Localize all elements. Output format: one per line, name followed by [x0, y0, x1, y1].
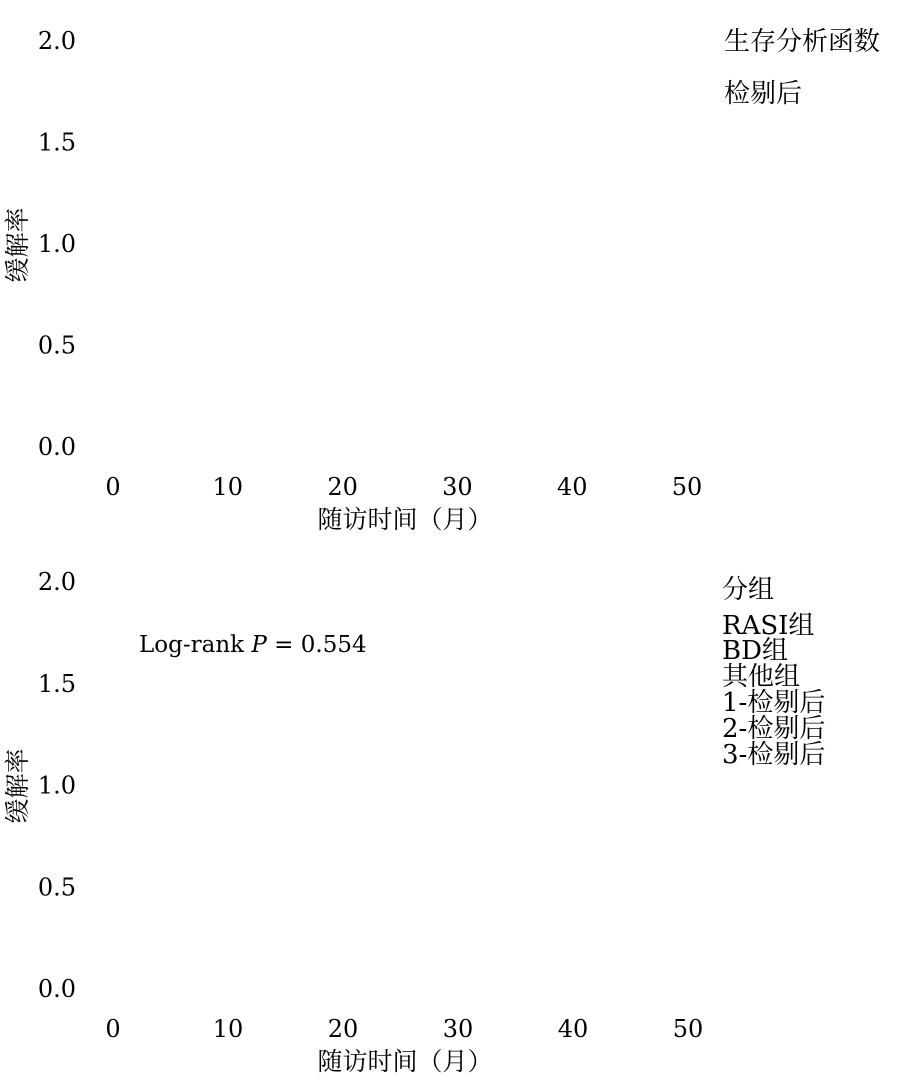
- x-tick-label: 0: [105, 473, 121, 501]
- chart-top: [3, 27, 880, 534]
- x-tick-label: 10: [212, 1015, 244, 1043]
- x-axis-label: 随访时间（月）: [317, 1047, 493, 1076]
- y-axis-label: 缓解率: [3, 207, 32, 283]
- legend-title: 生存分析函数: [724, 27, 881, 57]
- legend-item: 3-检剔后: [722, 740, 826, 770]
- y-tick-label: 0.5: [37, 873, 76, 902]
- legend-title: 分组: [722, 575, 775, 605]
- x-tick-label: 20: [327, 1015, 359, 1043]
- x-tick-label: 50: [672, 1015, 704, 1043]
- x-tick-label: 30: [442, 1015, 474, 1043]
- y-axis-ticks: [38, 27, 76, 461]
- y-tick-label: 1.0: [37, 230, 76, 258]
- legend-item: 1-检剔后: [722, 688, 826, 718]
- legend-item: 其他组: [722, 662, 801, 692]
- x-tick-label: 40: [556, 473, 588, 501]
- y-tick-label: 0.5: [37, 331, 76, 360]
- y-tick-label: 0.0: [37, 433, 76, 461]
- x-tick-label: 30: [442, 473, 473, 501]
- y-tick-label: 2.0: [37, 568, 76, 596]
- legend-item: 检剔后: [724, 79, 803, 109]
- x-axis-ticks: [105, 473, 702, 501]
- x-axis-label: 随访时间（月）: [317, 505, 493, 534]
- y-tick-label: 0.0: [37, 975, 76, 1003]
- x-tick-label: 20: [327, 473, 358, 501]
- y-tick-label: 1.5: [37, 128, 76, 157]
- legend-item: RASI组: [722, 611, 815, 641]
- logrank-annotation: [139, 632, 367, 658]
- legend-item: 2-检剔后: [722, 714, 826, 744]
- y-tick-label: 2.0: [37, 27, 76, 55]
- y-tick-label: 1.0: [37, 771, 76, 800]
- chart-bottom: [3, 568, 825, 1076]
- x-tick-label: 0: [105, 1015, 121, 1043]
- x-tick-label: 50: [671, 473, 703, 501]
- annotation-p-variable: P: [251, 632, 267, 658]
- x-tick-label: 10: [212, 473, 244, 501]
- legend-item: BD组: [722, 636, 788, 666]
- annotation-value: = 0.554: [266, 632, 367, 658]
- x-axis-ticks: [105, 1015, 703, 1043]
- y-axis-ticks: [38, 568, 76, 1003]
- y-axis-label: 缓解率: [3, 748, 32, 824]
- annotation-prefix: Log-rank: [139, 632, 252, 658]
- x-tick-label: 40: [557, 1015, 589, 1043]
- y-tick-label: 1.5: [37, 669, 76, 698]
